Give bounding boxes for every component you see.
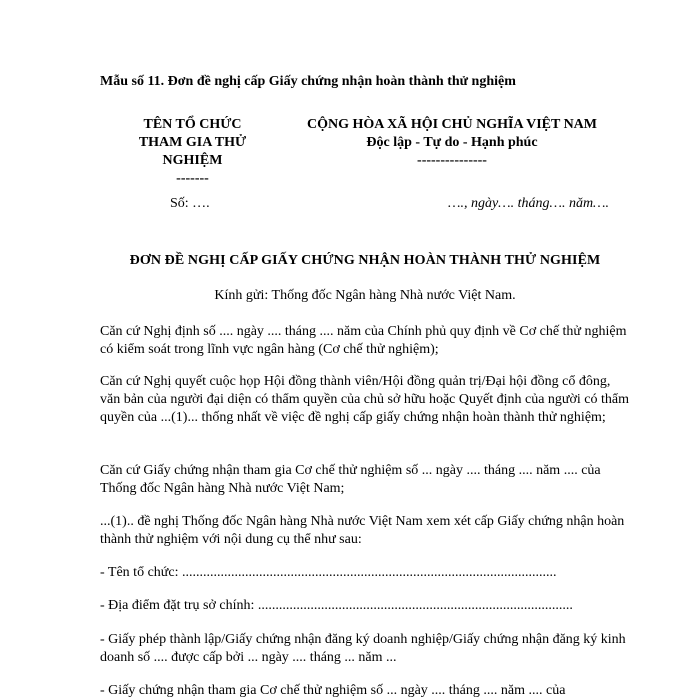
nation-rule: --------------- xyxy=(417,153,487,168)
paragraph-request: ...(1).. đề nghị Thống đốc Ngân hàng Nhà nước Việt Nam xem xét cấp Giấy chứng nhận hoàn thành thử nghiệm với nội dung cụ thể như sau: xyxy=(100,514,625,547)
paragraph-legal-basis-3: Căn cứ Giấy chứng nhận tham gia Cơ chế thử nghiệm số ... ngày .... tháng .... năm .... của Thống đốc Ngân hàng Nhà nước Việt Nam; xyxy=(100,463,601,496)
field-license: - Giấy phép thành lập/Giấy chứng nhận đăng ký doanh nghiệp/Giấy chứng nhận đăng ký kinh doanh số .... được cấp bởi ... ngày .... tháng ... năm ... xyxy=(100,632,626,665)
org-name-line-3: NGHIỆM xyxy=(162,153,223,168)
field-head-office: - Địa điểm đặt trụ sở chính: .......................................................................................... xyxy=(100,598,573,613)
org-name-line-1: TÊN TỔ CHỨC xyxy=(143,117,242,132)
form-title: Mẫu số 11. Đơn đề nghị cấp Giấy chứng nhận hoàn thành thử nghiệm xyxy=(100,74,516,89)
nation-name: CỘNG HÒA XÃ HỘI CHỦ NGHĨA VIỆT NAM xyxy=(306,117,597,132)
document-number: Số: …. xyxy=(170,196,210,211)
field-org-name: - Tên tổ chức: ........................................................................................................... xyxy=(100,565,557,580)
recipient-line: Kính gửi: Thống đốc Ngân hàng Nhà nước Việt Nam. xyxy=(214,288,516,303)
national-header xyxy=(282,116,622,170)
nation-motto: Độc lập - Tự do - Hạnh phúc xyxy=(366,135,538,150)
main-title: ĐƠN ĐỀ NGHỊ CẤP GIẤY CHỨNG NHẬN HOÀN THÀNH THỬ NGHIỆM xyxy=(129,253,601,268)
paragraph-legal-basis-2: Căn cứ Nghị quyết cuộc họp Hội đồng thành viên/Hội đồng quản trị/Đại hội đồng cổ đông, văn bản của người đại diện có thẩm quyền của chủ sở hữu hoặc Quyết định của người có thẩm quyền của ...(1)... thống nhất về việc đề nghị cấp giấy chứng nhận hoàn thành thử nghiệm; xyxy=(100,374,629,425)
paragraph-legal-basis-1: Căn cứ Nghị định số .... ngày .... tháng .... năm của Chính phủ quy định về Cơ chế thử nghiệm có kiểm soát trong lĩnh vực ngân hàng (Cơ chế thử nghiệm); xyxy=(100,324,627,357)
field-sandbox-certificate: - Giấy chứng nhận tham gia Cơ chế thử nghiệm số ... ngày .... tháng .... năm .... của xyxy=(100,683,566,698)
org-rule: ------- xyxy=(176,171,209,186)
document-date: …., ngày…. tháng…. năm…. xyxy=(448,196,610,211)
org-name-line-2: THAM GIA THỬ xyxy=(138,135,247,150)
organization-header xyxy=(110,116,275,188)
